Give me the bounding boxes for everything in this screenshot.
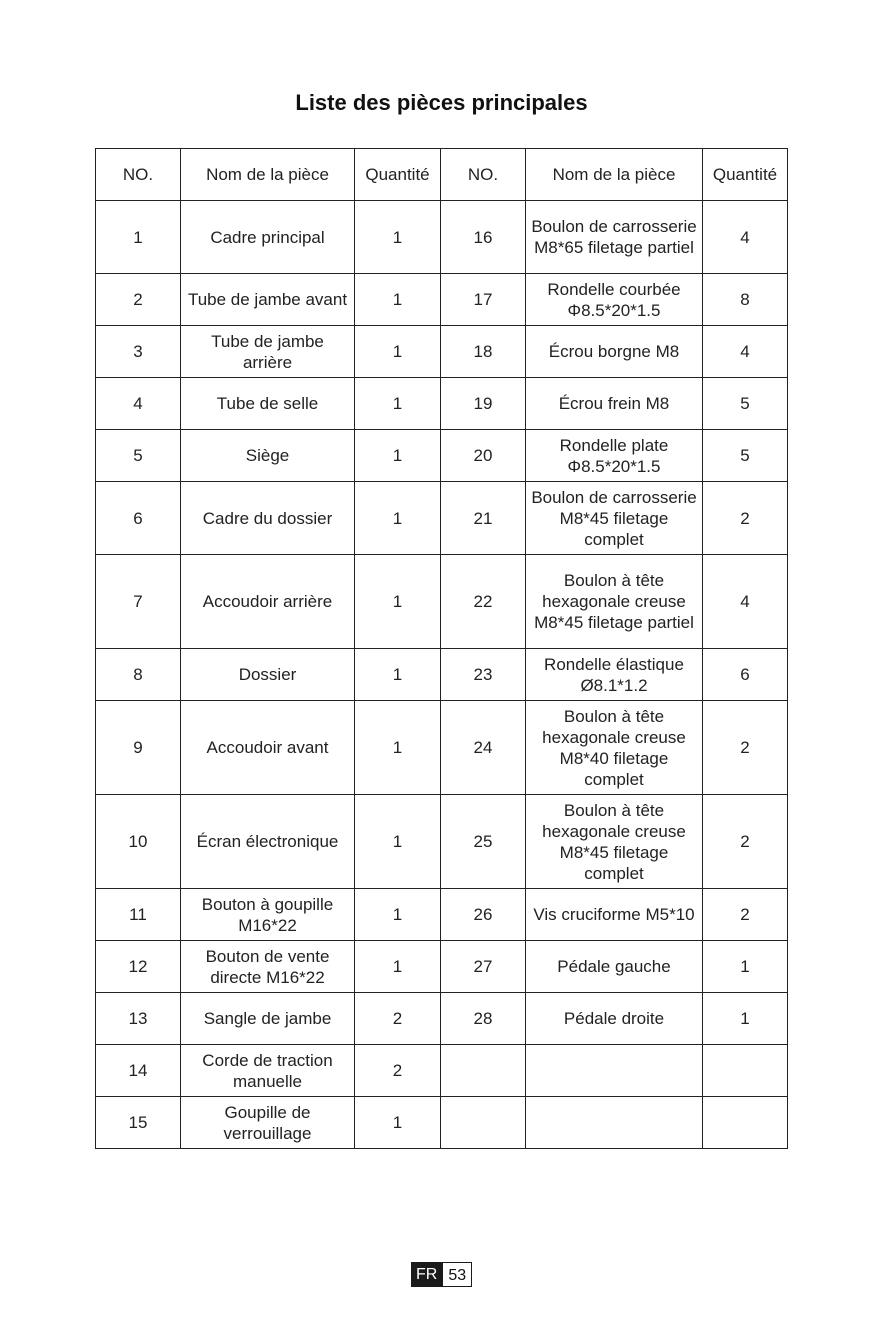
row-name-right — [526, 1045, 703, 1097]
row-qty-left: 1 — [355, 326, 441, 378]
row-qty-left: 2 — [355, 1045, 441, 1097]
row-qty-left: 1 — [355, 889, 441, 941]
table-row — [96, 1097, 788, 1149]
table-row — [96, 795, 788, 889]
row-name-left: Tube de jambe avant — [181, 274, 355, 326]
row-name-right: Vis cruciforme M5*10 — [526, 889, 703, 941]
row-name-left: Écran électronique — [181, 795, 355, 889]
row-qty-right: 4 — [703, 555, 788, 649]
row-qty-left: 1 — [355, 649, 441, 701]
row-qty-right: 8 — [703, 274, 788, 326]
row-name-right: Écrou borgne M8 — [526, 326, 703, 378]
page-title: Liste des pièces principales — [295, 90, 588, 115]
row-no-left: 12 — [96, 941, 181, 993]
row-name-left: Bouton à goupille M16*22 — [181, 889, 355, 941]
row-no-right: 25 — [441, 795, 526, 889]
row-no-left: 10 — [96, 795, 181, 889]
table-row — [96, 201, 788, 274]
row-no-left: 6 — [96, 482, 181, 555]
row-name-left: Tube de jambe arrière — [181, 326, 355, 378]
header-no-left: NO. — [96, 149, 181, 201]
row-no-right: 18 — [441, 326, 526, 378]
row-qty-right: 4 — [703, 326, 788, 378]
table-row — [96, 482, 788, 555]
row-no-right: 17 — [441, 274, 526, 326]
table-row — [96, 889, 788, 941]
header-name-left: Nom de la pièce — [181, 149, 355, 201]
row-no-left: 8 — [96, 649, 181, 701]
row-qty-left: 1 — [355, 378, 441, 430]
row-name-left: Siège — [181, 430, 355, 482]
row-qty-left: 1 — [355, 795, 441, 889]
row-qty-right: 4 — [703, 201, 788, 274]
row-qty-left: 1 — [355, 274, 441, 326]
row-qty-right: 1 — [703, 941, 788, 993]
table-row — [96, 555, 788, 649]
header-qty-left: Quantité — [355, 149, 441, 201]
language-badge: FR — [411, 1262, 442, 1287]
header-no-right: NO. — [441, 149, 526, 201]
page-number — [411, 1262, 472, 1287]
row-no-right: 22 — [441, 555, 526, 649]
row-qty-right: 5 — [703, 378, 788, 430]
row-name-left: Accoudoir avant — [181, 701, 355, 795]
row-qty-left: 1 — [355, 201, 441, 274]
row-qty-right: 6 — [703, 649, 788, 701]
table-row — [96, 701, 788, 795]
table-row — [96, 326, 788, 378]
row-qty-left: 2 — [355, 993, 441, 1045]
row-no-right: 20 — [441, 430, 526, 482]
row-name-left: Sangle de jambe — [181, 993, 355, 1045]
row-no-right: 26 — [441, 889, 526, 941]
parts-table — [95, 148, 788, 1149]
row-no-left: 7 — [96, 555, 181, 649]
row-qty-left: 1 — [355, 701, 441, 795]
row-no-left: 4 — [96, 378, 181, 430]
row-qty-left: 1 — [355, 430, 441, 482]
row-qty-left: 1 — [355, 941, 441, 993]
table-row — [96, 378, 788, 430]
row-no-right — [441, 1045, 526, 1097]
page-number-value: 53 — [442, 1262, 472, 1287]
row-qty-left: 1 — [355, 1097, 441, 1149]
row-no-left: 13 — [96, 993, 181, 1045]
row-no-right: 24 — [441, 701, 526, 795]
row-name-left: Corde de traction manuelle — [181, 1045, 355, 1097]
row-no-right: 19 — [441, 378, 526, 430]
table-header-row — [96, 149, 788, 201]
row-no-left: 11 — [96, 889, 181, 941]
row-qty-left: 1 — [355, 482, 441, 555]
row-name-right: Boulon à tête hexagonale creuse M8*40 filetage complet — [526, 701, 703, 795]
header-name-right: Nom de la pièce — [526, 149, 703, 201]
table-row — [96, 430, 788, 482]
row-qty-right: 1 — [703, 993, 788, 1045]
row-no-right: 16 — [441, 201, 526, 274]
header-qty-right: Quantité — [703, 149, 788, 201]
row-name-left: Cadre du dossier — [181, 482, 355, 555]
table-row — [96, 649, 788, 701]
row-qty-right — [703, 1045, 788, 1097]
row-qty-left: 1 — [355, 555, 441, 649]
row-qty-right: 5 — [703, 430, 788, 482]
row-no-right: 27 — [441, 941, 526, 993]
row-no-left: 9 — [96, 701, 181, 795]
row-no-right: 28 — [441, 993, 526, 1045]
row-no-right: 21 — [441, 482, 526, 555]
row-name-right: Pédale droite — [526, 993, 703, 1045]
row-name-left: Goupille de verrouillage — [181, 1097, 355, 1149]
row-no-left: 5 — [96, 430, 181, 482]
row-qty-right: 2 — [703, 889, 788, 941]
row-name-right: Rondelle courbée Φ8.5*20*1.5 — [526, 274, 703, 326]
row-no-left: 3 — [96, 326, 181, 378]
row-qty-right: 2 — [703, 795, 788, 889]
row-name-right: Boulon à tête hexagonale creuse M8*45 filetage complet — [526, 795, 703, 889]
table-row — [96, 941, 788, 993]
row-no-left: 2 — [96, 274, 181, 326]
row-no-left: 1 — [96, 201, 181, 274]
row-name-right: Boulon à tête hexagonale creuse M8*45 filetage partiel — [526, 555, 703, 649]
row-name-left: Bouton de vente directe M16*22 — [181, 941, 355, 993]
row-qty-right — [703, 1097, 788, 1149]
row-name-right: Rondelle plate Φ8.5*20*1.5 — [526, 430, 703, 482]
row-name-left: Dossier — [181, 649, 355, 701]
row-no-right: 23 — [441, 649, 526, 701]
row-no-left: 14 — [96, 1045, 181, 1097]
row-name-left: Cadre principal — [181, 201, 355, 274]
row-name-left: Accoudoir arrière — [181, 555, 355, 649]
row-no-right — [441, 1097, 526, 1149]
row-name-left: Tube de selle — [181, 378, 355, 430]
row-name-right: Rondelle élastique Ø8.1*1.2 — [526, 649, 703, 701]
row-name-right: Boulon de carrosserie M8*45 filetage complet — [526, 482, 703, 555]
table-row — [96, 1045, 788, 1097]
row-qty-right: 2 — [703, 701, 788, 795]
row-name-right: Pédale gauche — [526, 941, 703, 993]
row-no-left: 15 — [96, 1097, 181, 1149]
table-row — [96, 993, 788, 1045]
row-name-right — [526, 1097, 703, 1149]
row-qty-right: 2 — [703, 482, 788, 555]
row-name-right: Écrou frein M8 — [526, 378, 703, 430]
table-row — [96, 274, 788, 326]
row-name-right: Boulon de carrosserie M8*65 filetage partiel — [526, 201, 703, 274]
